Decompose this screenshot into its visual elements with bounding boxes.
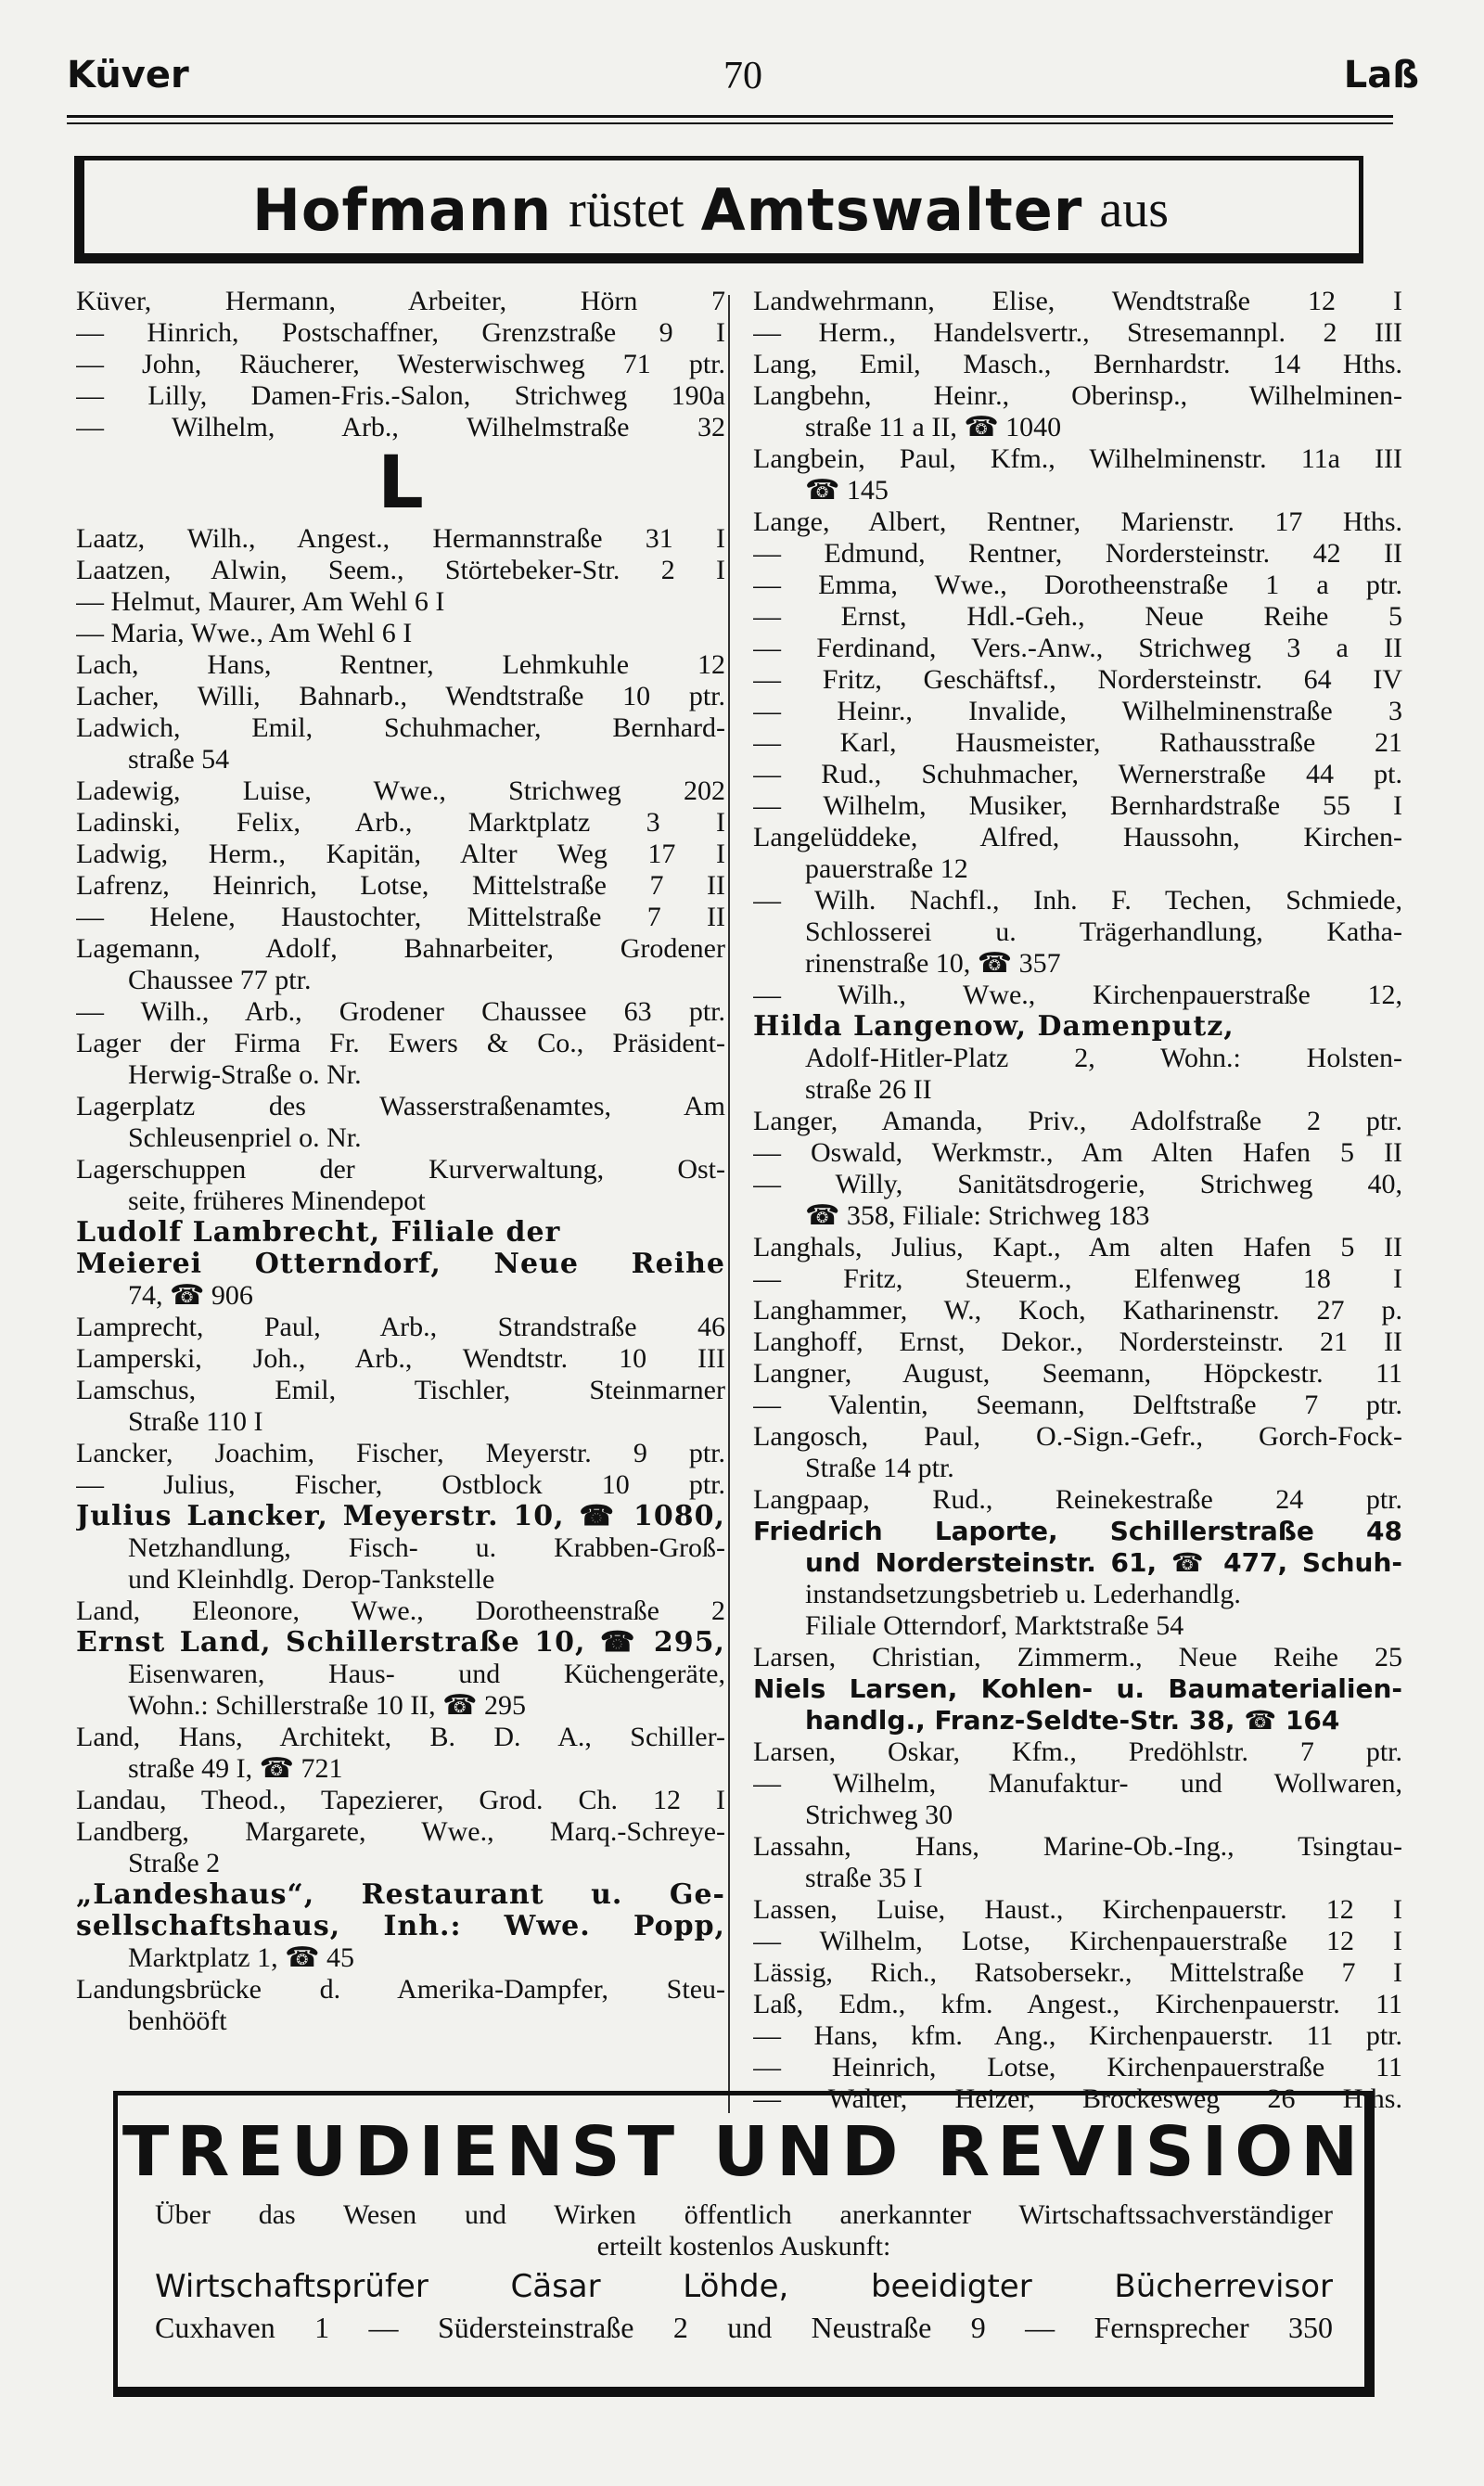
directory-entry-line: 74, ☎ 906 <box>128 1280 253 1311</box>
directory-entry-line: sellschaftshaus, Inh.: Wwe. Popp, <box>76 1911 725 1942</box>
bottom-advertisement <box>113 2091 1375 2397</box>
directory-entry-line: Langpaap, Rud., Reinekestraße 24 ptr. <box>753 1484 1402 1515</box>
directory-entry-line: — Hans, kfm. Ang., Kirchenpauerstr. 11 ptr. <box>753 2020 1402 2051</box>
directory-entry-line: instandsetzungsbetrieb u. Lederhandlg. <box>805 1579 1241 1609</box>
directory-entry-line: Langhoff, Ernst, Dekor., Nordersteinstr. 21 II <box>753 1326 1402 1357</box>
directory-entry-line: Lafrenz, Heinrich, Lotse, Mittelstraße 7 II <box>76 870 725 901</box>
directory-entry-line: — Hinrich, Postschaffner, Grenzstraße 9 I <box>76 317 725 348</box>
directory-entry-line: Ladewig, Luise, Wwe., Strichweg 202 <box>76 775 725 806</box>
directory-entry-line: Lange, Albert, Rentner, Marienstr. 17 Hths. <box>753 506 1402 537</box>
directory-entry-line: — Fritz, Geschäftsf., Nordersteinstr. 64 IV <box>753 664 1402 695</box>
directory-entry-line: Larsen, Oskar, Kfm., Predöhlstr. 7 ptr. <box>753 1736 1402 1767</box>
directory-entry-line: Land, Hans, Architekt, B. D. A., Schiller- <box>76 1722 725 1752</box>
directory-entry-line: Lamperski, Joh., Arb., Wendtstr. 10 III <box>76 1343 725 1374</box>
bottom-ad-line-3: Wirtschaftsprüfer Cäsar Löhde, beeidigter Bücherrevisor <box>155 2268 1333 2305</box>
directory-entry-line: — Heinrich, Lotse, Kirchenpauerstraße 11 <box>753 2052 1402 2082</box>
directory-entry-line: Langner, August, Seemann, Höpckestr. 11 <box>753 1358 1402 1389</box>
bottom-ad-line-2: erteilt kostenlos Auskunft: <box>596 2231 891 2262</box>
directory-entry-line: Langelüddeke, Alfred, Haussohn, Kirchen- <box>753 822 1402 852</box>
directory-entry-line: Straße 110 I <box>128 1406 263 1437</box>
directory-entry-line: Netzhandlung, Fisch- u. Krabben-Groß- <box>128 1532 725 1563</box>
directory-entry-line: Langhals, Julius, Kapt., Am alten Hafen 5 II <box>753 1232 1402 1262</box>
directory-entry-line: Schleusenpriel o. Nr. <box>128 1122 362 1153</box>
running-header <box>67 54 1419 109</box>
header-rule-thin <box>67 122 1393 124</box>
header-rule <box>67 115 1393 118</box>
directory-entry-line: — Willy, Sanitätsdrogerie, Strichweg 40, <box>753 1169 1402 1199</box>
ad-object: Amtswalter <box>700 175 1083 244</box>
directory-entry-line: Lassen, Luise, Haust., Kirchenpauerstr. 12 I <box>753 1894 1402 1925</box>
directory-entry-line: Landwehrmann, Elise, Wendtstraße 12 I <box>753 286 1402 316</box>
directory-entry-line: Marktplatz 1, ☎ 45 <box>128 1942 354 1973</box>
directory-entry-line: Lassahn, Hans, Marine-Ob.-Ing., Tsingtau- <box>753 1831 1402 1862</box>
directory-entry-line: — Julius, Fischer, Ostblock 10 ptr. <box>76 1469 725 1500</box>
directory-entry-line: — Wilhelm, Manufaktur- und Wollwaren, <box>753 1768 1402 1799</box>
directory-entry-line: Landungsbrücke d. Amerika-Dampfer, Steu- <box>76 1974 725 2005</box>
directory-entry-line: — Wilhelm, Musiker, Bernhardstraße 55 I <box>753 790 1402 821</box>
directory-entry-line: Eisenwaren, Haus- und Küchengeräte, <box>128 1659 725 1689</box>
column-divider <box>728 295 730 2113</box>
directory-entry-line: Adolf-Hitler-Platz 2, Wohn.: Holsten- <box>805 1043 1402 1073</box>
directory-entry-line: Landau, Theod., Tapezierer, Grod. Ch. 12 I <box>76 1785 725 1815</box>
directory-entry-line: Lässig, Rich., Ratsobersekr., Mittelstraße 7 I <box>753 1957 1402 1988</box>
directory-entry-line: — Rud., Schuhmacher, Wernerstraße 44 pt. <box>753 759 1402 789</box>
bottom-ad-line-1: Über das Wesen und Wirken öffentlich anerkannter Wirtschaftssachverständiger <box>155 2199 1333 2230</box>
directory-entry-line: Langer, Amanda, Priv., Adolfstraße 2 ptr. <box>753 1106 1402 1136</box>
directory-entry-line: rinenstraße 10, ☎ 357 <box>805 948 1061 979</box>
directory-entry-line: handlg., Franz-Seldte-Str. 38, ☎ 164 <box>805 1705 1340 1736</box>
page-number: 70 <box>723 55 762 97</box>
directory-entry-line: — Lilly, Damen-Fris.-Salon, Strichweg 190a <box>76 380 725 411</box>
top-advertisement <box>74 156 1363 263</box>
directory-entry-line: — Fritz, Steuerm., Elfenweg 18 I <box>753 1263 1402 1294</box>
directory-entry-line: Land, Eleonore, Wwe., Dorotheenstraße 2 <box>76 1595 725 1626</box>
directory-entry-line: — John, Räucherer, Westerwischweg 71 ptr. <box>76 349 725 379</box>
directory-entry-line: Herwig-Straße o. Nr. <box>128 1059 362 1090</box>
directory-entry-line: seite, früheres Minendepot <box>128 1185 426 1216</box>
directory-entry-line: — Ferdinand, Vers.-Anw., Strichweg 3 a II <box>753 633 1402 663</box>
directory-entry-line: — Wilhelm, Lotse, Kirchenpauerstraße 12 I <box>753 1926 1402 1956</box>
directory-entry-line: „Landeshaus“, Restaurant u. Ge- <box>76 1879 725 1911</box>
right-column <box>753 286 1402 2115</box>
directory-entry-line: — Valentin, Seemann, Delftstraße 7 ptr. <box>753 1390 1402 1420</box>
directory-entry-line: und Nordersteinstr. 61, ☎ 477, Schuh- <box>805 1547 1402 1578</box>
directory-entry-line: und Kleinhdlg. Derop-Tankstelle <box>128 1564 495 1595</box>
directory-entry-line: Chaussee 77 ptr. <box>128 965 312 995</box>
directory-entry-line: — Helmut, Maurer, Am Wehl 6 I <box>76 586 445 617</box>
ad-name: Hofmann <box>251 175 553 244</box>
directory-entry-line: Lancker, Joachim, Fischer, Meyerstr. 9 ptr. <box>76 1438 725 1468</box>
header-left-keyword: Küver <box>67 54 189 96</box>
directory-entry-line: Küver, Hermann, Arbeiter, Hörn 7 <box>76 286 725 316</box>
directory-entry-line: Meierei Otterndorf, Neue Reihe <box>76 1249 725 1280</box>
directory-entry-line: Laatz, Wilh., Angest., Hermannstraße 31 I <box>76 523 725 554</box>
directory-entry-line: Lagerplatz des Wasserstraßenamtes, Am <box>76 1091 725 1121</box>
directory-entry-line: pauerstraße 12 <box>805 853 968 884</box>
directory-entry-line: straße 49 I, ☎ 721 <box>128 1753 343 1784</box>
directory-entry-line: — Wilh., Wwe., Kirchenpauerstraße 12, <box>753 980 1402 1010</box>
directory-entry-line: Lach, Hans, Rentner, Lehmkuhle 12 <box>76 649 725 680</box>
section-letter: L <box>377 442 424 525</box>
directory-entry-line: Langbein, Paul, Kfm., Wilhelminenstr. 11a III <box>753 443 1402 474</box>
directory-entry-line: — Heinr., Invalide, Wilhelminenstraße 3 <box>753 696 1402 726</box>
directory-entry-line: Langbehn, Heinr., Oberinsp., Wilhelminen- <box>753 380 1402 411</box>
directory-entry-line: straße 54 <box>128 744 230 775</box>
directory-entry-line: Straße 14 ptr. <box>805 1453 954 1483</box>
directory-entry-line: Laß, Edm., kfm. Angest., Kirchenpauerstr. 11 <box>753 1989 1402 2019</box>
directory-entry-line: Straße 2 <box>128 1848 221 1878</box>
directory-entry-line: Julius Lancker, Meyerstr. 10, ☎ 1080, <box>76 1501 725 1532</box>
directory-entry-line: ☎ 145 <box>805 475 889 506</box>
directory-entry-line: — Karl, Hausmeister, Rathausstraße 21 <box>753 727 1402 758</box>
ad-suffix: aus <box>1099 181 1170 238</box>
directory-entry-line: — Oswald, Werkmstr., Am Alten Hafen 5 II <box>753 1137 1402 1168</box>
directory-entry-line: — Maria, Wwe., Am Wehl 6 I <box>76 618 413 648</box>
directory-entry-line: Lang, Emil, Masch., Bernhardstr. 14 Hths. <box>753 349 1402 379</box>
directory-entry-line: benhööft <box>128 2005 227 2036</box>
directory-entry-line: Ernst Land, Schillerstraße 10, ☎ 295, <box>76 1627 725 1659</box>
directory-entry-line: Lacher, Willi, Bahnarb., Wendtstraße 10 ptr. <box>76 681 725 711</box>
directory-entry-line: — Walter, Heizer, Brockesweg 26 Hths. <box>753 2083 1402 2114</box>
directory-entry-line: Wohn.: Schillerstraße 10 II, ☎ 295 <box>128 1690 527 1721</box>
directory-entry-line: Larsen, Christian, Zimmerm., Neue Reihe 25 <box>753 1642 1402 1672</box>
directory-entry-line: — Helene, Haustochter, Mittelstraße 7 II <box>76 902 725 932</box>
header-right-keyword: Laß <box>1343 54 1419 96</box>
directory-entry-line: straße 35 I <box>805 1863 923 1893</box>
directory-entry-line: Friedrich Laporte, Schillerstraße 48 <box>753 1516 1402 1546</box>
directory-entry-line: — Herm., Handelsvertr., Stresemannpl. 2 III <box>753 317 1402 348</box>
directory-entry-line: Laatzen, Alwin, Seem., Störtebeker-Str. 2 I <box>76 555 725 585</box>
bottom-ad-line-4: Cuxhaven 1 — Südersteinstraße 2 und Neustraße 9 — Fernsprecher 350 <box>155 2311 1333 2344</box>
directory-entry-line: Ladwich, Emil, Schuhmacher, Bernhard- <box>76 712 725 743</box>
ad-verb: rüstet <box>569 181 684 238</box>
bottom-ad-title: TREUDIENST UND REVISION <box>122 2112 1366 2192</box>
directory-entry-line: Langosch, Paul, O.-Sign.-Gefr., Gorch-Fock- <box>753 1421 1402 1452</box>
directory-entry-line: Strichweg 30 <box>805 1800 953 1830</box>
directory-entry-line: Ladinski, Felix, Arb., Marktplatz 3 I <box>76 807 725 838</box>
directory-entry-line: Landberg, Margarete, Wwe., Marq.-Schreye- <box>76 1816 725 1847</box>
directory-entry-line: Lagerschuppen der Kurverwaltung, Ost- <box>76 1154 725 1185</box>
directory-entry-line: Niels Larsen, Kohlen- u. Baumaterialien- <box>753 1673 1402 1704</box>
directory-entry-line: straße 11 a II, ☎ 1040 <box>805 412 1062 442</box>
directory-entry-line: — Ernst, Hdl.-Geh., Neue Reihe 5 <box>753 601 1402 632</box>
directory-entry-line: — Wilh. Nachfl., Inh. F. Techen, Schmiede, <box>753 885 1402 916</box>
directory-entry-line: Lamprecht, Paul, Arb., Strandstraße 46 <box>76 1312 725 1342</box>
directory-entry-line: — Emma, Wwe., Dorotheenstraße 1 a ptr. <box>753 570 1402 600</box>
directory-entry-line: — Edmund, Rentner, Nordersteinstr. 42 II <box>753 538 1402 569</box>
directory-entry-line: Ludolf Lambrecht, Filiale der <box>76 1217 561 1249</box>
directory-entry-line: Hilda Langenow, Damenputz, <box>753 1011 1235 1043</box>
directory-entry-line: Langhammer, W., Koch, Katharinenstr. 27 p. <box>753 1295 1402 1326</box>
directory-entry-line: straße 26 II <box>805 1074 932 1105</box>
directory-entry-line: Lamschus, Emil, Tischler, Steinmarner <box>76 1375 725 1405</box>
left-column <box>76 286 725 2037</box>
directory-entry-line: — Wilhelm, Arb., Wilhelmstraße 32 <box>76 412 725 442</box>
directory-entry-line: Lagemann, Adolf, Bahnarbeiter, Grodener <box>76 933 725 964</box>
directory-entry-line: Schlosserei u. Trägerhandlung, Katha- <box>805 916 1402 947</box>
directory-entry-line: ☎ 358, Filiale: Strichweg 183 <box>805 1200 1150 1231</box>
directory-entry-line: Lager der Firma Fr. Ewers & Co., Präsident- <box>76 1028 725 1058</box>
directory-entry-line: Ladwig, Herm., Kapitän, Alter Weg 17 I <box>76 839 725 869</box>
directory-entry-line: — Wilh., Arb., Grodener Chaussee 63 ptr. <box>76 996 725 1027</box>
directory-entry-line: Filiale Otterndorf, Marktstraße 54 <box>805 1610 1184 1641</box>
